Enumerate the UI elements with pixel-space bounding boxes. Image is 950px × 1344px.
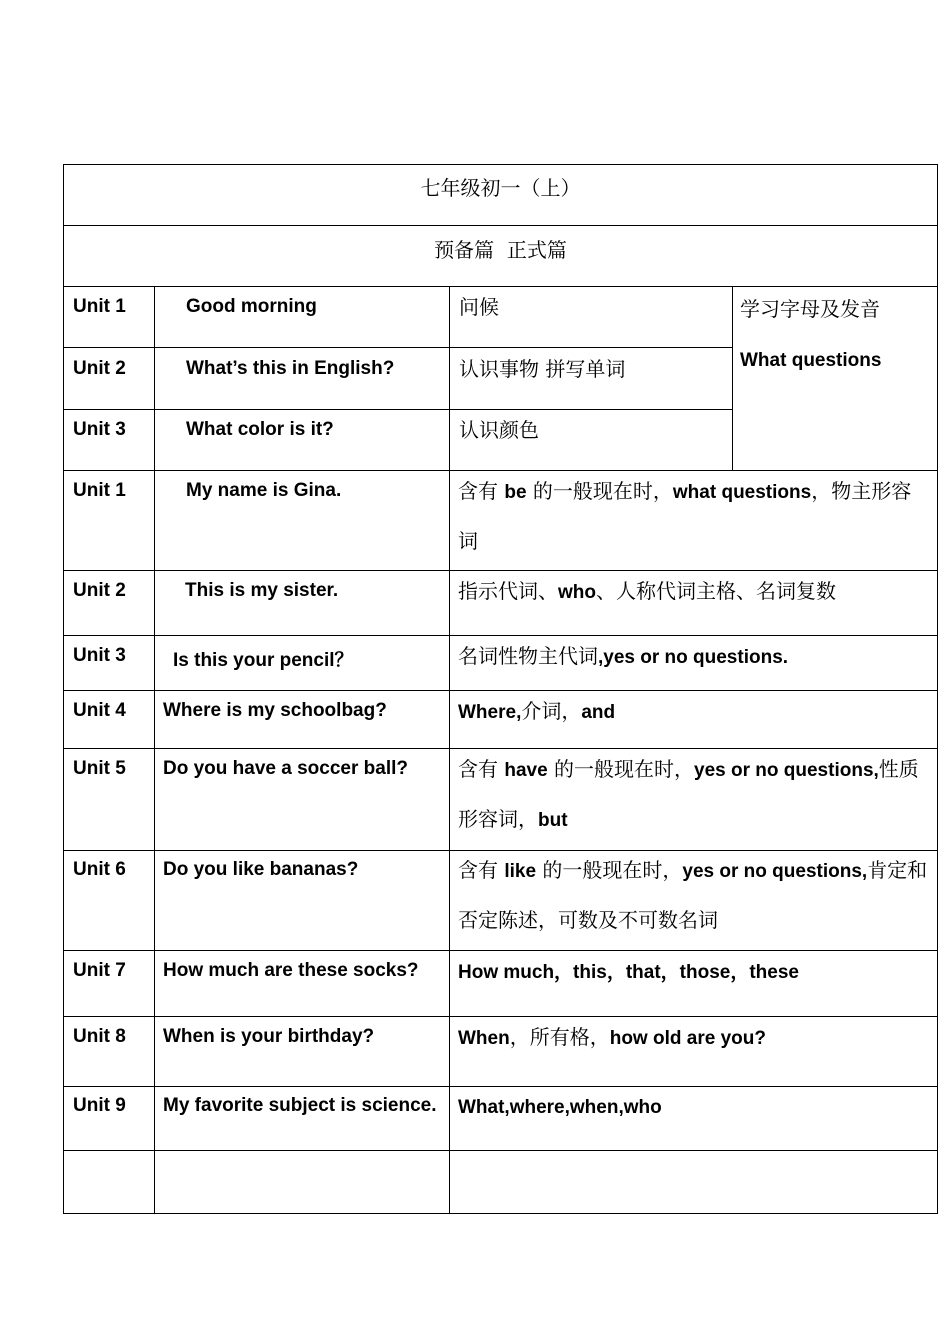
description-segment: have bbox=[504, 760, 548, 781]
unit-description bbox=[458, 947, 928, 997]
table-subtitle: 预备篇 正式篇 bbox=[434, 238, 567, 262]
description-segment: and bbox=[581, 702, 616, 723]
unit-title: Do you like bananas? bbox=[163, 859, 359, 880]
unit-label: Unit 3 bbox=[73, 419, 126, 440]
description-segment: When bbox=[458, 1028, 510, 1049]
description-segment: 肯定和否定陈述，可数及不可数名词 bbox=[458, 858, 928, 932]
unit-title: Do you have a soccer ball? bbox=[163, 758, 408, 779]
unit-title: Good morning bbox=[186, 296, 317, 317]
unit-description: 认识事物 拼写单词 bbox=[459, 357, 626, 381]
description-segment: like bbox=[504, 861, 537, 882]
description-segment: 的一般现在时， bbox=[536, 858, 683, 882]
description-segment: 含有 bbox=[458, 479, 505, 503]
unit-description: 认识颜色 bbox=[459, 418, 539, 442]
description-segment: 、人称代词主格、名词复数 bbox=[596, 579, 836, 603]
unit-title: This is my sister. bbox=[185, 580, 339, 601]
unit-title: Is this your pencil？ bbox=[173, 650, 354, 671]
description-segment: how old are you? bbox=[609, 1028, 766, 1049]
description-segment: be bbox=[504, 482, 527, 503]
table-title: 七年级初一（上） bbox=[420, 176, 581, 200]
description-segment: who bbox=[558, 582, 596, 603]
unit-title: When is your birthday? bbox=[163, 1026, 375, 1047]
unit-label: Unit 1 bbox=[73, 480, 126, 501]
unit-title: What’s this in English? bbox=[186, 358, 395, 379]
unit-description bbox=[458, 1082, 928, 1132]
unit-description: 问候 bbox=[459, 295, 499, 319]
unit-description bbox=[458, 687, 928, 737]
unit-description bbox=[458, 1013, 928, 1063]
unit-title: How much are these socks? bbox=[163, 960, 419, 981]
unit-label: Unit 5 bbox=[73, 758, 126, 779]
unit-label: Unit 2 bbox=[73, 580, 126, 601]
unit-label: Unit 3 bbox=[73, 645, 126, 666]
description-segment: How much，this，that，those，these bbox=[458, 962, 799, 983]
unit-description bbox=[458, 745, 928, 845]
unit-label: Unit 4 bbox=[73, 700, 126, 721]
description-segment: yes or no questions, bbox=[694, 760, 879, 781]
description-segment: 介词， bbox=[521, 699, 582, 723]
description-segment: what questions bbox=[672, 482, 812, 503]
unit-label: Unit 6 bbox=[73, 859, 126, 880]
unit-title: My name is Gina. bbox=[186, 480, 342, 501]
unit-label: Unit 8 bbox=[73, 1026, 126, 1047]
unit-description bbox=[458, 846, 928, 945]
unit-label: Unit 7 bbox=[73, 960, 126, 981]
unit-title: What color is it? bbox=[186, 419, 334, 440]
unit-label: Unit 9 bbox=[73, 1095, 126, 1116]
description-segment: 性质形容词， bbox=[458, 757, 919, 831]
description-segment: yes or no questions, bbox=[682, 861, 868, 882]
description-segment: ,yes or no questions. bbox=[598, 647, 789, 668]
description-segment: 的一般现在时， bbox=[526, 479, 673, 503]
description-segment: but bbox=[538, 810, 568, 831]
unit-description bbox=[458, 567, 928, 617]
description-segment: 名词性物主代词 bbox=[458, 644, 598, 668]
prep-notes bbox=[740, 284, 936, 386]
description-segment: 含有 bbox=[458, 858, 505, 882]
description-segment: What,where,when,who bbox=[458, 1097, 662, 1118]
description-segment: ，物主形容词 bbox=[458, 479, 912, 553]
unit-title: My favorite subject is science. bbox=[163, 1095, 437, 1116]
unit-description bbox=[458, 632, 928, 682]
description-segment: 指示代词、 bbox=[458, 579, 558, 603]
description-segment: Where, bbox=[458, 702, 522, 723]
unit-description bbox=[458, 467, 928, 566]
prep-note-questions: What questions bbox=[740, 350, 882, 371]
description-segment: ，所有格， bbox=[509, 1025, 610, 1049]
unit-label: Unit 2 bbox=[73, 358, 126, 379]
unit-label: Unit 1 bbox=[73, 296, 126, 317]
description-segment: 含有 bbox=[458, 757, 505, 781]
description-segment: 的一般现在时， bbox=[547, 757, 695, 781]
unit-title: Where is my schoolbag? bbox=[163, 700, 387, 721]
prep-note-alphabet: 学习字母及发音 bbox=[740, 297, 880, 321]
